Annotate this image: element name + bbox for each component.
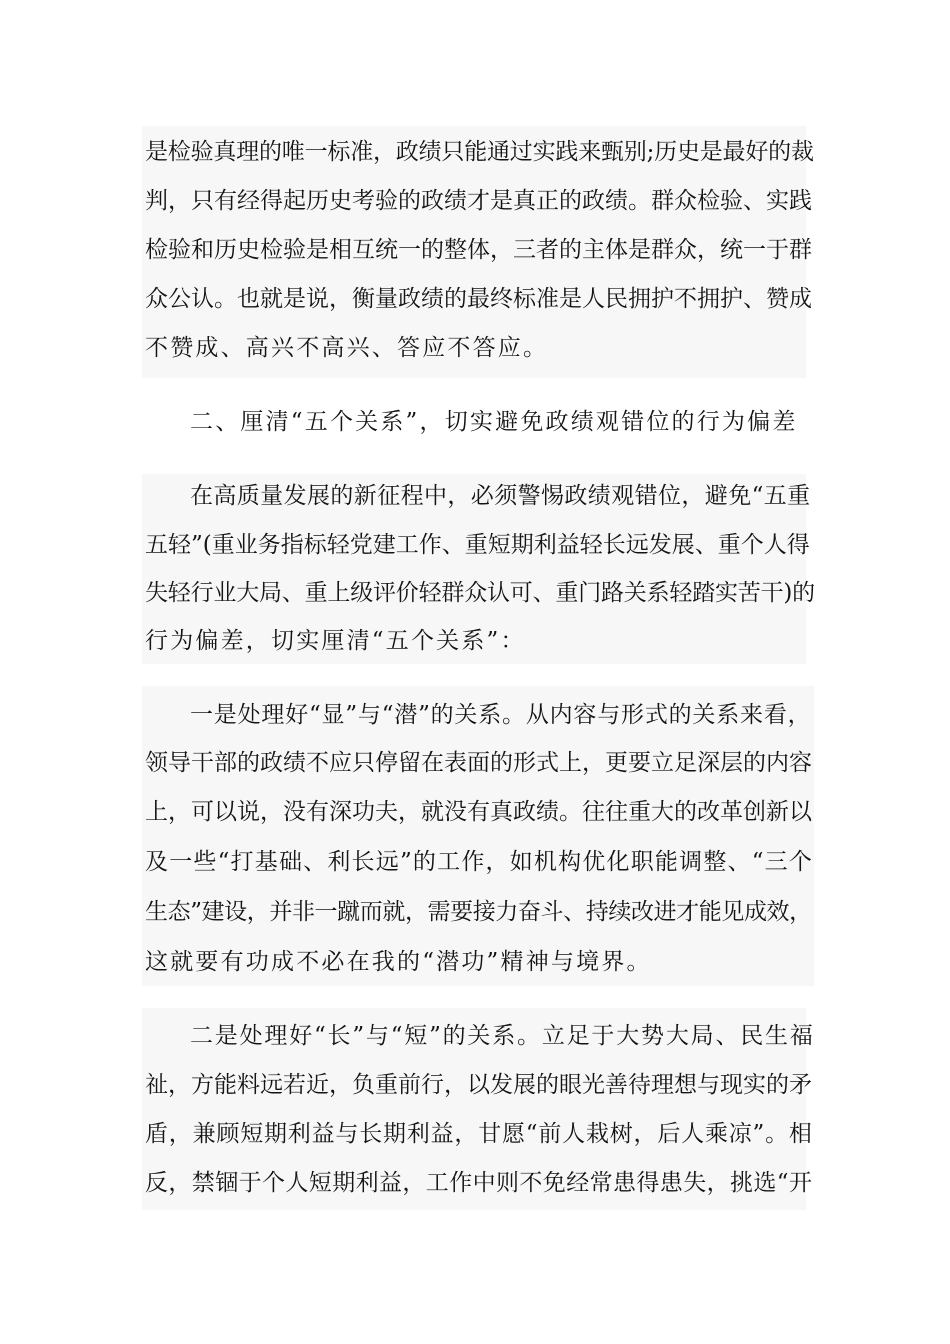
body-text-line: 一是处理好“显”与“潜”的关系。从内容与形式的关系来看， (190, 702, 812, 728)
body-text-line: 生态”建设，并非一蹴而就，需要接力奋斗、持续改进才能见成效， (145, 899, 812, 925)
section-heading: 二、厘清“五个关系”，切实避免政绩观错位的行为偏差 (190, 409, 798, 435)
body-text-line: 五轻”(重业务指标轻党建工作、重短期利益轻长远发展、重个人得 (145, 532, 810, 558)
body-text-line: 这就要有功成不必在我的“潜功”精神与境界。 (145, 949, 652, 975)
body-text-line: 及一些“打基础、利长远”的工作，如机构优化职能调整、“三个 (145, 849, 814, 875)
body-text-line: 判，只有经得起历史考验的政绩才是真正的政绩。群众检验、实践 (145, 188, 812, 214)
body-text-line: 众公认。也就是说，衡量政绩的最终标准是人民拥护不拥护、赞成 (145, 286, 812, 312)
body-text-line: 检验和历史检验是相互统一的整体，三者的主体是群众，统一于群 (145, 237, 812, 263)
body-text-line: 祉，方能料远若近，负重前行，以发展的眼光善待理想与现实的矛 (145, 1072, 812, 1098)
body-text-line: 不赞成、高兴不高兴、答应不答应。 (145, 335, 549, 361)
body-text-line: 失轻行业大局、重上级评价轻群众认可、重门路关系轻踏实苦干)的 (145, 580, 815, 606)
body-text-line: 二是处理好“长”与“短”的关系。立足于大势大局、民生福 (190, 1023, 815, 1049)
body-text-line: 领导干部的政绩不应只停留在表面的形式上，更要立足深层的内容 (145, 750, 812, 776)
body-text-line: 盾，兼顾短期利益与长期利益，甘愿“前人栽树，后人乘凉”。相 (145, 1121, 813, 1147)
body-text-line: 上，可以说，没有深功夫，就没有真政绩。往往重大的改革创新以 (145, 799, 812, 825)
body-text-line: 在高质量发展的新征程中，必须警惕政绩观错位，避免“五重 (190, 483, 811, 509)
body-text-line: 是检验真理的唯一标准，政绩只能通过实践来甄别;历史是最好的裁 (145, 139, 814, 165)
body-text-line: 行为偏差，切实厘清“五个关系”： (145, 628, 526, 654)
body-text-line: 反，禁锢于个人短期利益，工作中则不免经常患得患失，挑选“开 (145, 1170, 813, 1196)
